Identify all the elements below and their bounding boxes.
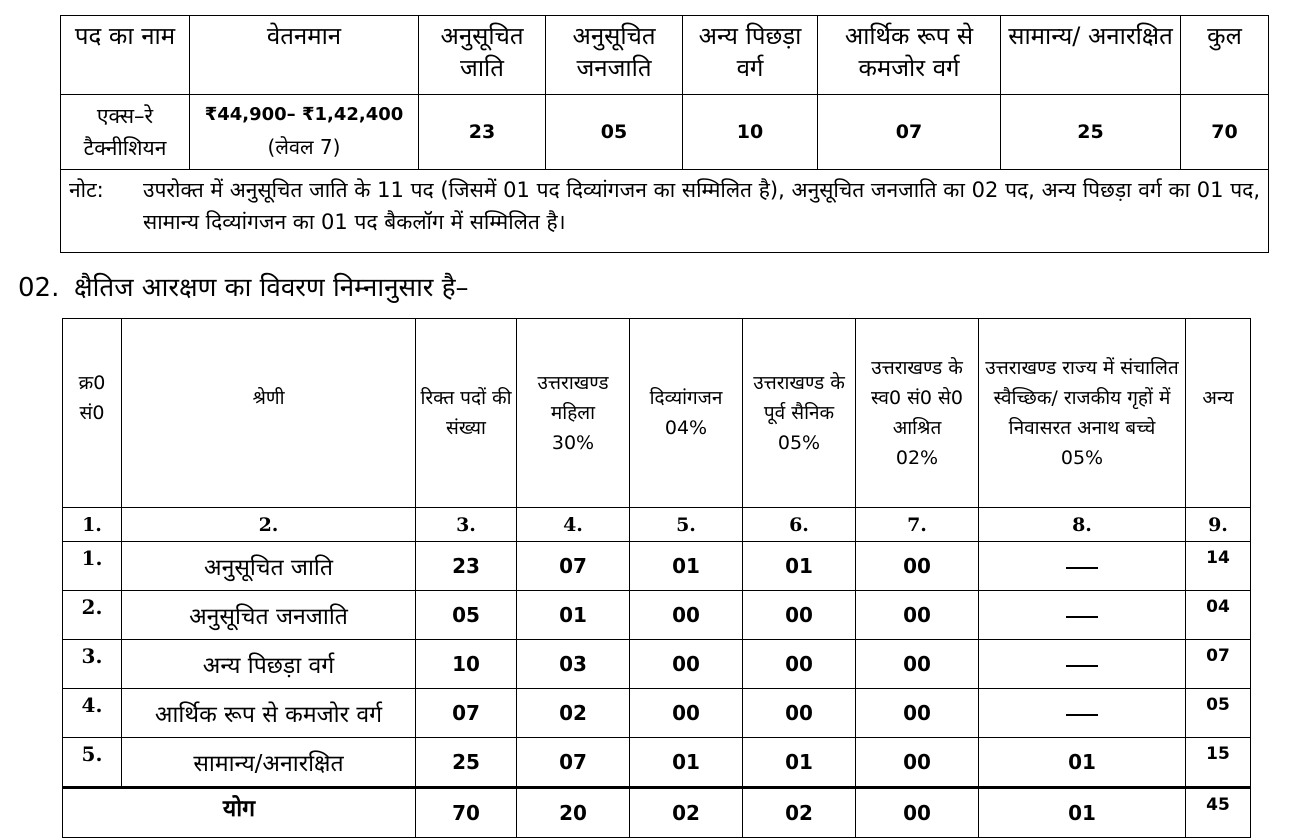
dash-mark <box>1066 567 1098 569</box>
header-freedom-fighter-percent: 02% <box>895 447 939 469</box>
col-number: 6. <box>743 508 856 542</box>
table-row <box>63 738 1251 788</box>
col-number: 5. <box>630 508 743 542</box>
row-divyang: 00 <box>630 689 743 738</box>
post-name: एक्स–रे टैक्नीशियन <box>61 95 190 170</box>
header-orphan-percent: 05% <box>1060 447 1104 469</box>
dash-mark <box>1066 665 1098 667</box>
header-other: अन्य <box>1186 319 1251 508</box>
row-serial: 3. <box>63 640 122 689</box>
total-women: 20 <box>517 788 630 838</box>
row-women: 07 <box>517 542 630 591</box>
row-ex-servicemen: 01 <box>743 738 856 788</box>
row-serial: 4. <box>63 689 122 738</box>
pay-scale: ₹44,900– ₹1,42,400 <box>204 104 404 125</box>
section-title: क्षैतिज आरक्षण का विवरण निम्नानुसार है– <box>74 273 469 303</box>
column-number-row <box>63 508 1251 542</box>
col-number: 4. <box>517 508 630 542</box>
total-divyang: 02 <box>630 788 743 838</box>
header-general: सामान्य/ अनारक्षित <box>1001 16 1181 95</box>
row-divyang: 00 <box>630 640 743 689</box>
header-st: अनुसूचित जनजाति <box>546 16 683 95</box>
header-serial-line2: सं0 <box>79 402 105 424</box>
dash-mark <box>1066 714 1098 716</box>
row-ex-servicemen: 00 <box>743 640 856 689</box>
table-row <box>63 640 1251 689</box>
row-vacancies: 23 <box>416 542 517 591</box>
row-vacancies: 10 <box>416 640 517 689</box>
pay-scale-cell <box>190 95 419 170</box>
row-other: 15 <box>1186 738 1251 788</box>
header-ews: आर्थिक रूप से कमजोर वर्ग <box>818 16 1001 95</box>
ews-count: 07 <box>818 95 1001 170</box>
vacancy-row <box>61 95 1269 170</box>
header-ex-servicemen <box>743 319 856 508</box>
header-total: कुल <box>1181 16 1269 95</box>
header-vacancies: रिक्त पदों की संख्या <box>416 319 517 508</box>
header-serial-line1: क्र0 <box>78 372 106 394</box>
row-serial: 2. <box>63 591 122 640</box>
col-number: 7. <box>856 508 979 542</box>
total-row <box>63 788 1251 838</box>
note-row <box>61 170 1269 253</box>
header-pay-scale: वेतनमान <box>190 16 419 95</box>
row-vacancies: 07 <box>416 689 517 738</box>
row-serial: 5. <box>63 738 122 788</box>
header-freedom-fighter <box>856 319 979 508</box>
row-freedom-fighter: 00 <box>856 640 979 689</box>
section-heading <box>18 268 469 304</box>
table-row <box>63 542 1251 591</box>
row-women: 01 <box>517 591 630 640</box>
total-count: 70 <box>1181 95 1269 170</box>
col-number: 3. <box>416 508 517 542</box>
total-other: 45 <box>1186 788 1251 838</box>
header-freedom-fighter-label: उत्तराखण्ड के स्व0 सं0 से0 आश्रित <box>871 357 963 439</box>
header-divyang <box>630 319 743 508</box>
horizontal-reservation-table <box>62 318 1251 838</box>
row-divyang: 01 <box>630 542 743 591</box>
row-vacancies: 05 <box>416 591 517 640</box>
sc-count: 23 <box>419 95 546 170</box>
header-women-percent: 30% <box>551 432 595 454</box>
header-obc: अन्य पिछड़ा वर्ग <box>683 16 818 95</box>
row-divyang: 00 <box>630 591 743 640</box>
row-category: अन्य पिछड़ा वर्ग <box>122 640 416 689</box>
col-number: 8. <box>979 508 1186 542</box>
header-serial <box>63 319 122 508</box>
row-women: 07 <box>517 738 630 788</box>
header-divyang-percent: 04% <box>664 417 708 439</box>
row-freedom-fighter: 00 <box>856 591 979 640</box>
row-category: अनुसूचित जनजाति <box>122 591 416 640</box>
row-divyang: 01 <box>630 738 743 788</box>
row-women: 02 <box>517 689 630 738</box>
row-serial: 1. <box>63 542 122 591</box>
st-count: 05 <box>546 95 683 170</box>
total-ex-servicemen: 02 <box>743 788 856 838</box>
row-women: 03 <box>517 640 630 689</box>
row-other: 07 <box>1186 640 1251 689</box>
header-orphan <box>979 319 1186 508</box>
row-freedom-fighter: 00 <box>856 689 979 738</box>
table-row <box>63 591 1251 640</box>
header-post-name: पद का नाम <box>61 16 190 95</box>
total-freedom-fighter: 00 <box>856 788 979 838</box>
row-category: अनुसूचित जाति <box>122 542 416 591</box>
section-number: 02. <box>18 273 60 303</box>
header-divyang-label: दिव्यांगजन <box>649 387 723 409</box>
row-category: सामान्य/अनारक्षित <box>122 738 416 788</box>
col-number: 2. <box>122 508 416 542</box>
row-orphan <box>979 542 1186 591</box>
row-freedom-fighter: 00 <box>856 738 979 788</box>
vacancy-table <box>60 15 1269 253</box>
row-other: 05 <box>1186 689 1251 738</box>
header-orphan-label: उत्तराखण्ड राज्य में संचालित स्वैच्छिक/ राजकीय गृहों में निवासरत अनाथ बच्चे <box>985 357 1179 439</box>
table2-header-row <box>63 319 1251 508</box>
row-orphan <box>979 591 1186 640</box>
table-row <box>63 689 1251 738</box>
header-ex-servicemen-percent: 05% <box>777 432 821 454</box>
header-ex-servicemen-label: उत्तराखण्ड के पूर्व सैनिक <box>753 372 845 424</box>
total-orphan: 01 <box>979 788 1186 838</box>
row-orphan <box>979 689 1186 738</box>
pay-level: (लेवल 7) <box>267 135 341 159</box>
note-label: नोट: <box>69 178 104 202</box>
header-sc: अनुसूचित जाति <box>419 16 546 95</box>
row-vacancies: 25 <box>416 738 517 788</box>
total-vacancies: 70 <box>416 788 517 838</box>
note-text: उपरोक्त में अनुसूचित जाति के 11 पद (जिसमें 01 पद दिव्यांगजन का सम्मिलित है), अनुसूचित जनजाति का 02 पद, अन्य पिछड़ा वर्ग का 01 पद, सामान्य दिव्यांगजन का 01 पद बैकलॉग में सम्मिलित है। <box>143 178 1260 234</box>
row-orphan <box>979 640 1186 689</box>
row-other: 04 <box>1186 591 1251 640</box>
row-category: आर्थिक रूप से कमजोर वर्ग <box>122 689 416 738</box>
header-women-label: उत्तराखण्ड महिला <box>537 372 609 424</box>
row-orphan: 01 <box>979 738 1186 788</box>
row-ex-servicemen: 01 <box>743 542 856 591</box>
total-label: योग <box>63 788 416 838</box>
header-category: श्रेणी <box>122 319 416 508</box>
row-other: 14 <box>1186 542 1251 591</box>
row-ex-servicemen: 00 <box>743 689 856 738</box>
dash-mark <box>1066 616 1098 618</box>
col-number: 1. <box>63 508 122 542</box>
col-number: 9. <box>1186 508 1251 542</box>
row-freedom-fighter: 00 <box>856 542 979 591</box>
header-women <box>517 319 630 508</box>
row-ex-servicemen: 00 <box>743 591 856 640</box>
general-count: 25 <box>1001 95 1181 170</box>
obc-count: 10 <box>683 95 818 170</box>
